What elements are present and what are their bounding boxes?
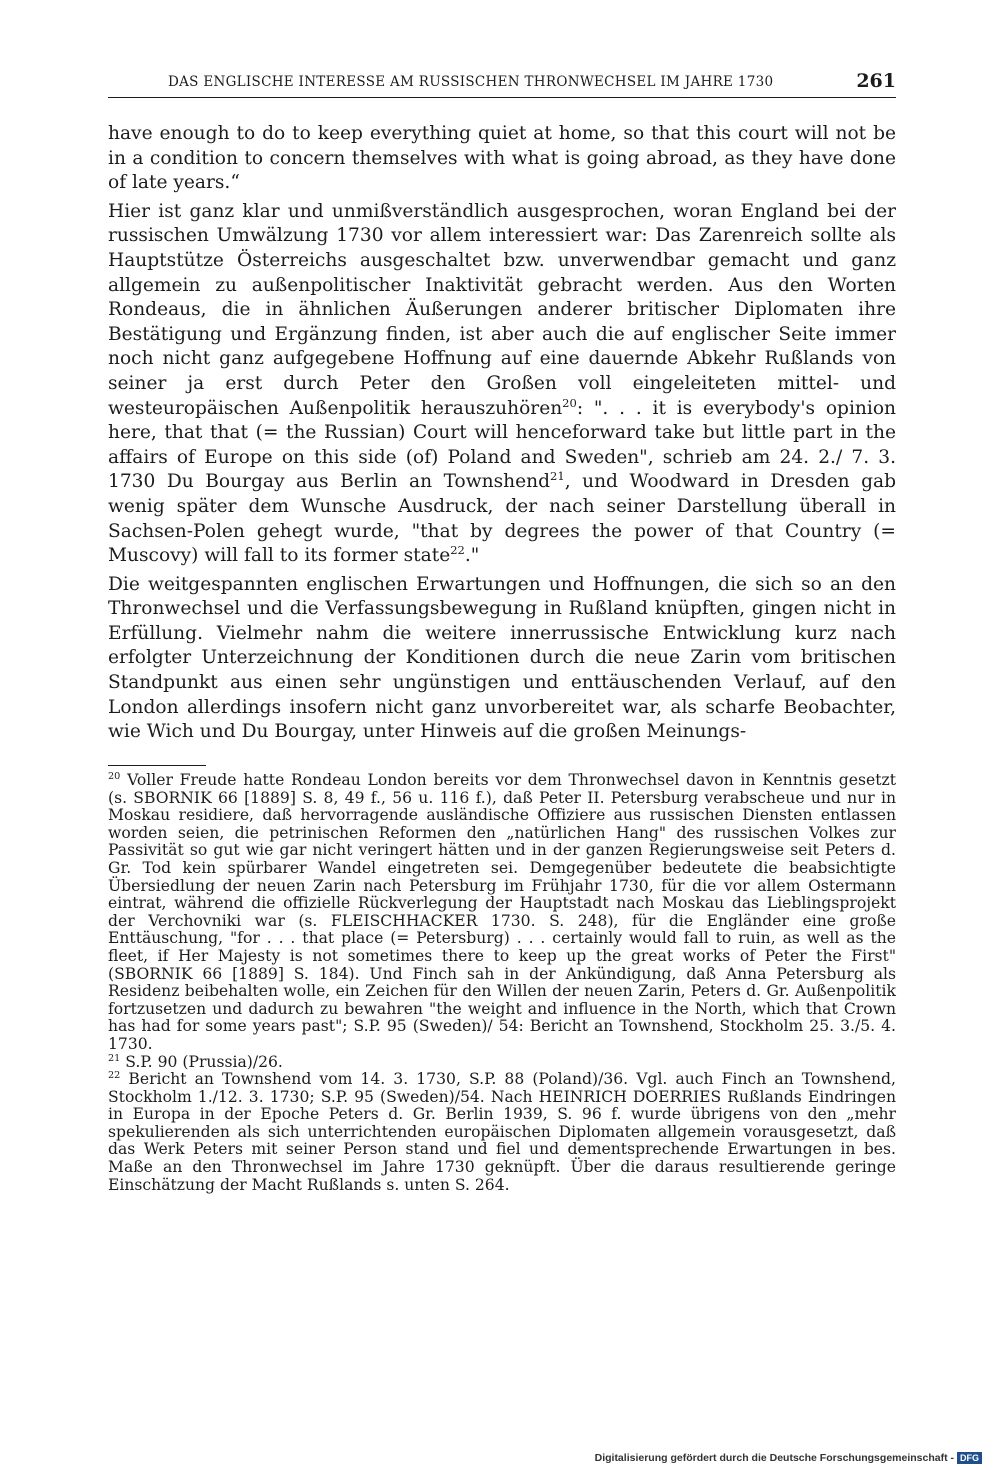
- footnote-text: Voller Freude hatte Rondeau London bereits vor dem Thronwechsel davon in Kenntnis gesetzt (s. SBORNIK 66 [1889] S. 8, 49 f., 56 u. 116 f.), daß Peter II. Petersburg verabscheue und nur in Moskau residiere, daß hervorragende ausländische Offiziere aus russischen Diensten entlassen worden seien, die petrinischen Reformen den „natürlichen Hang" des russischen Volkes zur Passivität so gut wie gar nicht veringert hätten und in der ganzen Regierungsweise seit Peters d. Gr. Tod kein spürbarer Wandel eingetreten sei. Demgegenüber bedeutete die beabsichtigte Übersiedlung der neuen Zarin nach Petersburg im Frühjahr 1730, für die vor allem Ostermann eintrat, während die offizielle Rückverlegung der Hauptstadt nach Moskau das Lieblingsprojekt der Verchovniki war (s. FLEISCHHACKER 1730. S. 248), für die Engländer eine große Enttäuschung, "for . . . that place (= Petersburg) . . . certainly would fall to ruin, as well as the fleet, if Her Majesty is not sometimes there to keep up the great works of Peter the First" (SBORNIK 66 [1889] S. 184). Und Finch sah in der Ankündigung, daß Anna Petersburg als Residenz beibehalten wolle, ein Zeichen für den Willen der neuen Zarin, Peters d. Gr. Außenpolitik fortzusetzen und dadurch zu bewahren "the weight and influence in the North, which that Crown has had for some years past"; S.P. 95 (Sweden)/ 54: Bericht an Townshend, Stockholm 25. 3./5. 4. 1730.: [108, 771, 896, 1053]
- dfg-logo: DFG: [957, 1452, 982, 1464]
- footnote-number: 21: [108, 1052, 121, 1064]
- footnote-text: S.P. 90 (Prussia)/26.: [125, 1052, 283, 1071]
- footnote-number: 22: [108, 1069, 121, 1081]
- paragraph-2-text-d: .": [464, 545, 480, 567]
- digitization-credit: [595, 1452, 982, 1464]
- footnote-divider: [108, 765, 206, 766]
- page-number: 261: [856, 70, 896, 92]
- running-title: DAS ENGLISCHE INTERESSE AM RUSSISCHEN THRONWECHSEL IM JAHRE 1730: [168, 74, 774, 90]
- paragraph-2-text-a: Hier ist ganz klar und unmißverständlich ausgesprochen, woran England bei der russischen Umwälzung 1730 vor allem interessiert war: Das Zarenreich sollte als Hauptstütze Österreichs ausgeschaltet bzw. unverwendbar gemacht und ganz allgemein zu außenpolitischer Inaktivität gebracht werden. Aus den Worten Rondeaus, die in ähnlichen Äußerungen anderer britischer Diplomaten ihre Bestätigung und Ergänzung finden, ist aber auch die auf englischer Seite immer noch nicht ganz aufgegebene Hoffnung auf eine dauernde Abkehr Rußlands von seiner ja erst durch Peter den Großen voll eingeleiteten mittel- und westeuropäischen Außenpolitik herauszuhören: [108, 200, 896, 419]
- body-text: [108, 122, 896, 749]
- credit-text: Digitalisierung gefördert durch die Deutsche Forschungsgemeinschaft -: [594, 1452, 954, 1464]
- paragraph-2-text-b: : ". . . it is everybody's opinion here, that that (= the Russian) Court will henceforward take but little part in the affairs of Europe on this side (of) Poland and Sweden", schrieb am 24. 2./ 7. 3. 1730 Du Bourgay aus Berlin an Townshend: [108, 397, 896, 493]
- footnote-text: Bericht an Townshend vom 14. 3. 1730, S.P. 88 (Poland)/36. Vgl. auch Finch an Townshend, Stockholm 1./12. 3. 1730; S.P. 95 (Sweden)/54. Nach HEINRICH DOERRIES Rußlands Eindringen in Europa in der Epoche Peters d. Gr. Berlin 1939, S. 96 f. wurde übrigens von den „mehr spekulierenden als sich unterrichtenden europäischen Diplomaten allgemein vorausgesetzt, daß das Werk Peters mit seiner Person stand und fiel und dementsprechende Erwartungen in bes. Maße an den Thronwechsel im Jahre 1730 geknüpft. Über die daraus resultierende geringe Einschätzung der Macht Rußlands s. unten S. 264.: [108, 1070, 896, 1194]
- footnote-ref-21: 21: [550, 469, 565, 484]
- footnote-22: [108, 1071, 896, 1194]
- paragraph-2-text-c: , und Woodward in Dresden gab wenig später dem Wunsche Ausdruck, der nach seiner Darstellung überall in Sachsen-Polen gehegt wurde, "that by degrees the power of that Country (= Muscovy) will fall to its former state: [108, 471, 896, 567]
- footnote-21: [108, 1054, 896, 1072]
- footnotes: [108, 772, 896, 1194]
- footnote-number: 20: [108, 770, 121, 782]
- running-header: [108, 70, 896, 100]
- paragraph-1: have enough to do to keep everything quiet at home, so that this court will not be in a condition to concern themselves with what is going abroad, as they have done of late years.“: [108, 123, 896, 194]
- paragraph-3: Die weitgespannten englischen Erwartungen und Hoffnungen, die sich so an den Thronwechsel und die Verfassungsbewegung in Rußland knüpften, gingen nicht in Erfüllung. Vielmehr nahm die weitere innerrussische Entwicklung kurz nach erfolgter Unterzeichnung der Konditionen durch die neue Zarin vom britischen Standpunkt aus einen sehr ungünstigen und enttäuschenden Verlauf, auf den London allerdings insofern nicht ganz unvorbereitet war, als scharfe Beobachter, wie Wich und Du Bourgay, unter Hinweis auf die großen Meinungs-: [108, 573, 896, 743]
- footnote-ref-20: 20: [562, 395, 577, 410]
- footnote-20: [108, 772, 896, 1054]
- paragraph-2: [108, 200, 896, 569]
- header-rule: [108, 97, 896, 98]
- footnote-ref-22: 22: [450, 542, 465, 557]
